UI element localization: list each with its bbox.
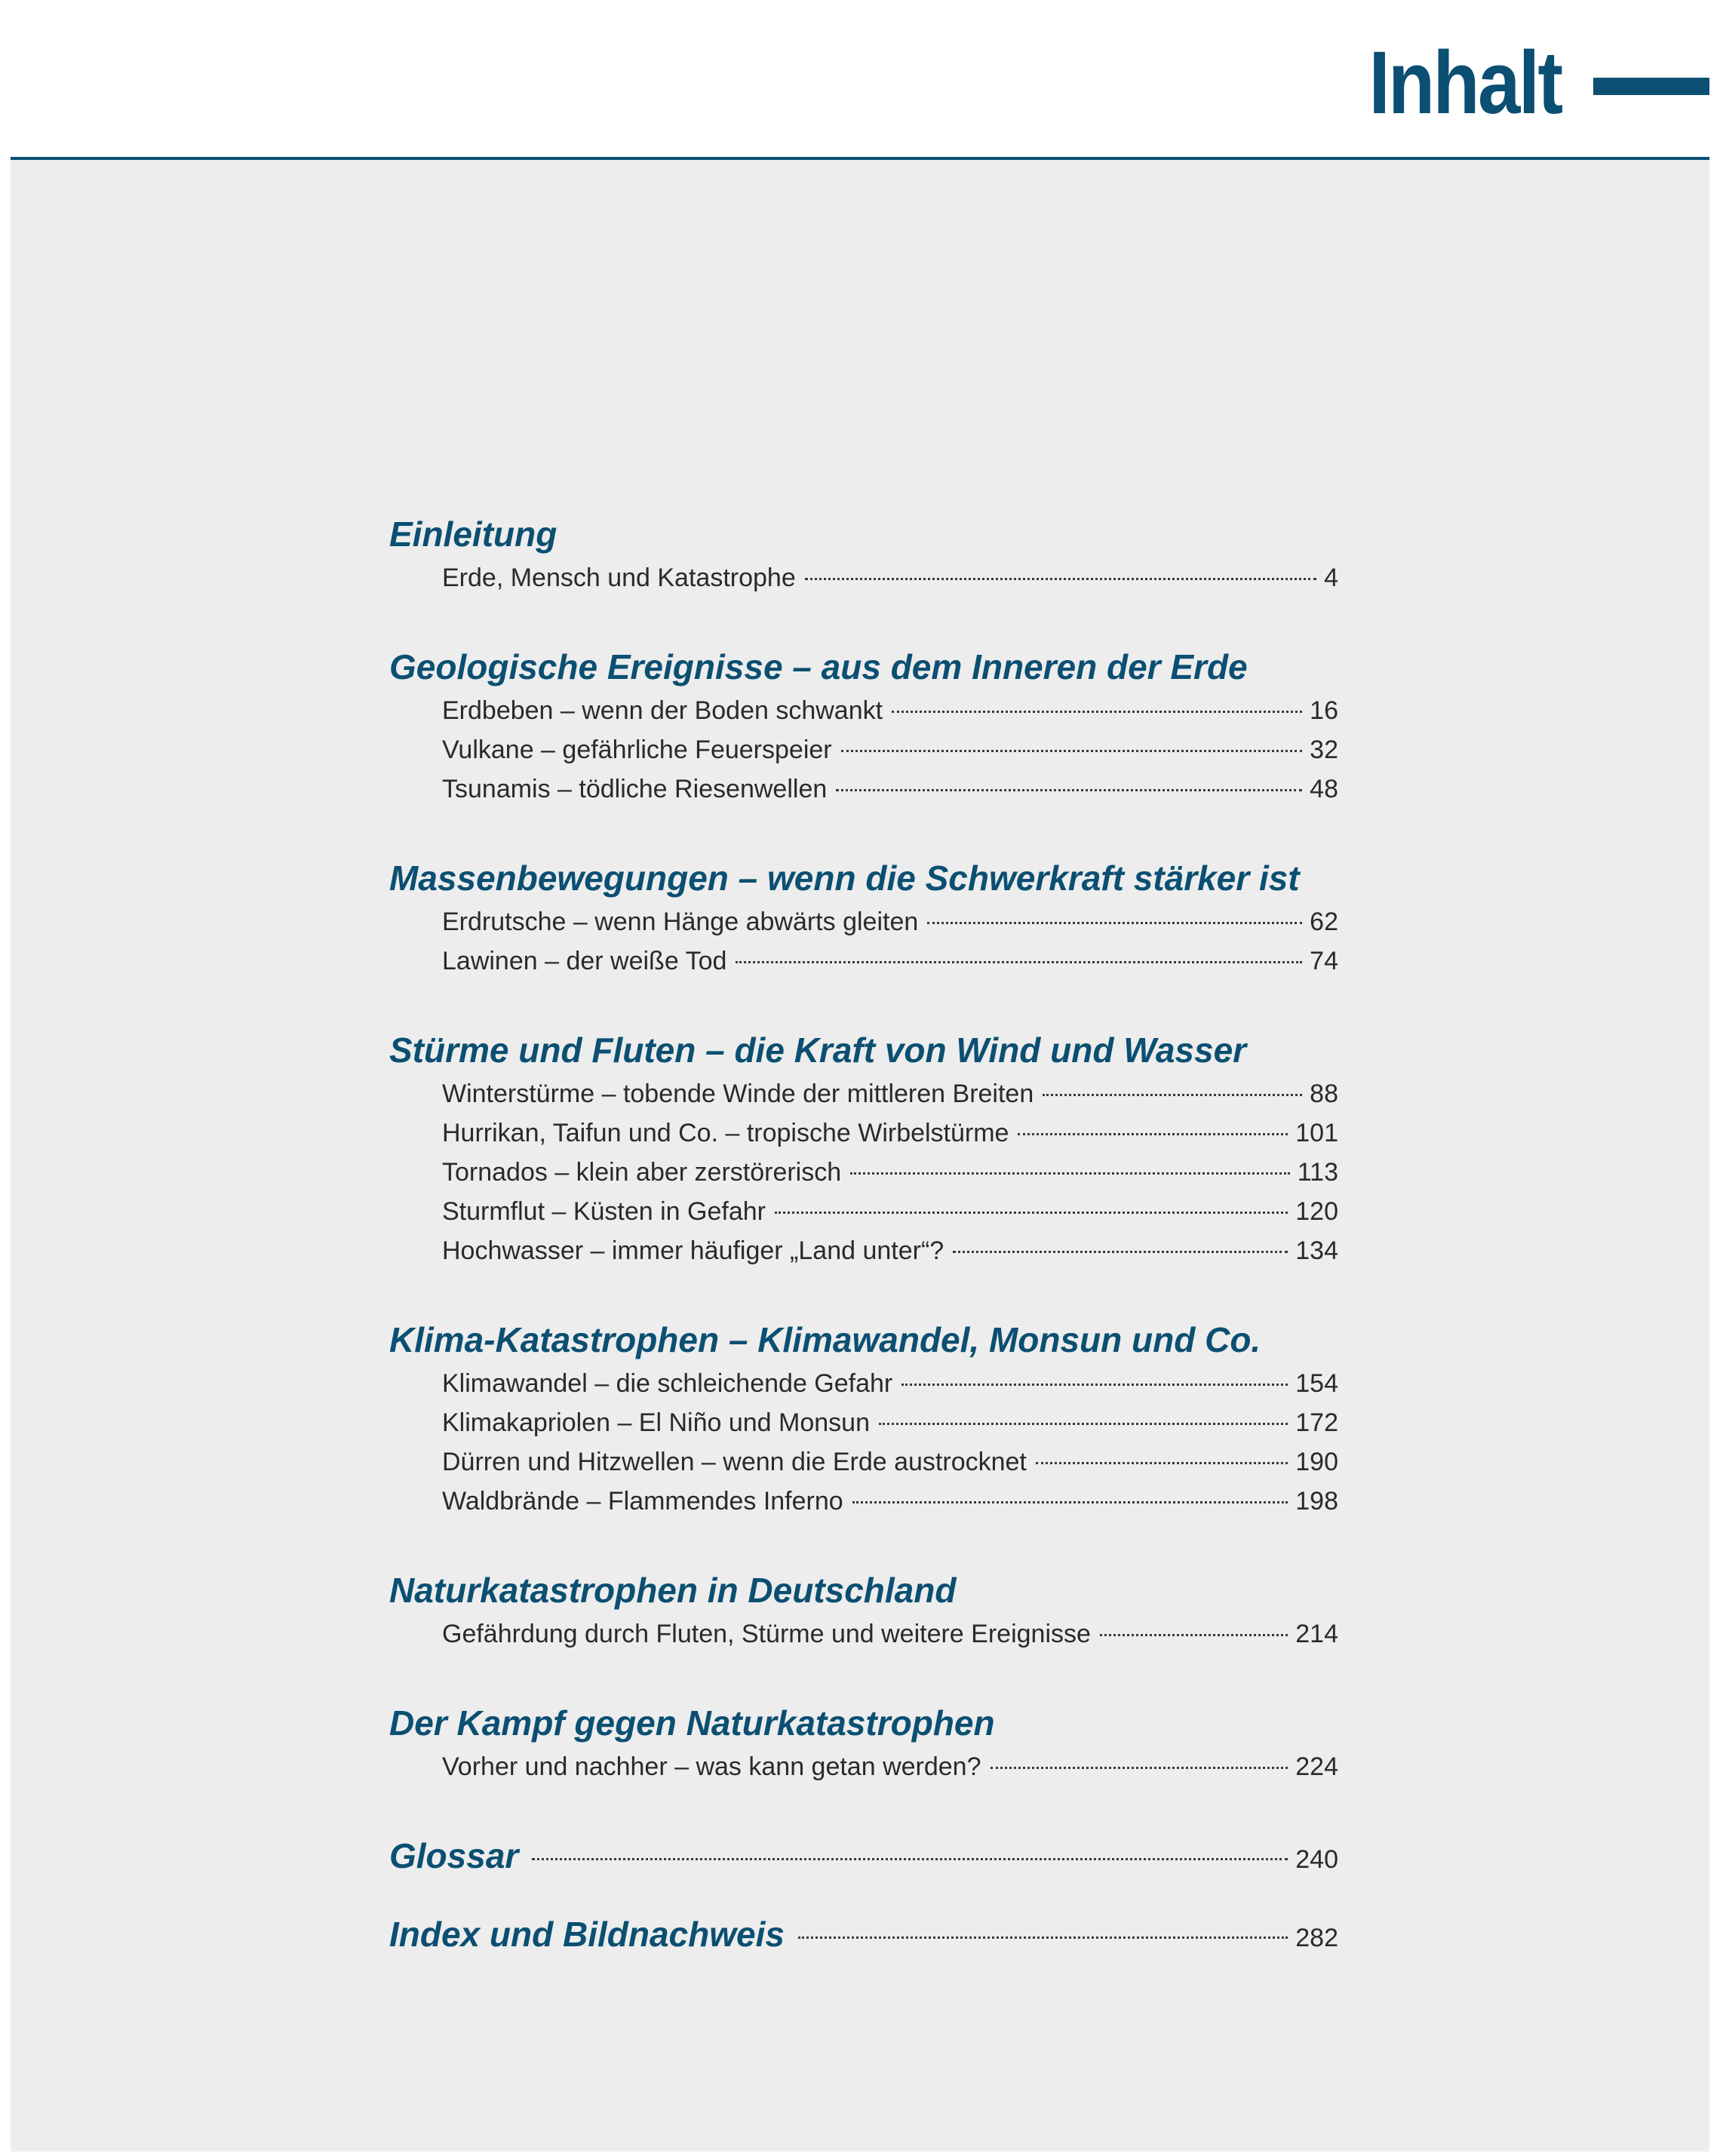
leader-dots [953,1251,1288,1253]
title-accent-bar [1593,78,1709,95]
toc-entry[interactable] [442,941,1338,981]
entry-label: Winterstürme – tobende Winde der mittleren Breiten [442,1080,1034,1108]
entry-label: Erde, Mensch und Katastrophe [442,564,796,592]
entry-label: Tornados – klein aber zerstörerisch [442,1158,842,1187]
toc-section [389,1026,1338,1270]
page-number: 214 [1295,1620,1338,1648]
leader-dots [1018,1133,1288,1135]
entry-label: Tsunamis – tödliche Riesenwellen [442,775,828,803]
entry-label: Dürren und Hitzwellen – wenn die Erde austrocknet [442,1448,1027,1476]
toc-entry[interactable] [442,1442,1338,1482]
page-number: 32 [1310,736,1338,764]
section-title[interactable]: Der Kampf gegen Naturkatastrophen [389,1703,995,1743]
toc-entry[interactable] [442,769,1338,809]
toc-entry[interactable] [442,1403,1338,1442]
leader-dots [836,789,1302,791]
leader-dots [852,1501,1288,1503]
section-title[interactable]: Stürme und Fluten – die Kraft von Wind und Wasser [389,1030,1247,1070]
section-title[interactable]: Einleitung [389,514,557,554]
page-number: 190 [1295,1448,1338,1476]
page-number: 282 [1295,1924,1338,1952]
page-number: 88 [1310,1080,1338,1108]
entry-label: Sturmflut – Küsten in Gefahr [442,1197,766,1226]
page-number: 16 [1310,696,1338,725]
page-number: 74 [1310,947,1338,975]
section-title: Glossar [389,1836,519,1875]
table-of-contents [389,510,1338,1958]
page-number: 62 [1310,908,1338,936]
leader-dots [798,1936,1288,1939]
leader-dots [879,1423,1288,1425]
section-title[interactable]: Geologische Ereignisse – aus dem Inneren der Erde [389,647,1248,686]
leader-dots [1043,1094,1302,1096]
page-number: 154 [1295,1369,1338,1398]
leader-dots [532,1858,1288,1860]
toc-entry[interactable] [442,1231,1338,1270]
page-number: 240 [1295,1845,1338,1874]
leader-dots [1100,1634,1288,1636]
leader-dots [850,1172,1290,1175]
page-number: 101 [1295,1119,1338,1147]
page-number: 172 [1295,1408,1338,1437]
toc-entry[interactable] [442,1364,1338,1403]
toc-entry[interactable] [442,730,1338,769]
page-title: Inhalt [1368,33,1562,133]
toc-section-entry-glossar[interactable] [389,1832,1338,1880]
page-number: 120 [1295,1197,1338,1226]
entry-label: Klimawandel – die schleichende Gefahr [442,1369,893,1398]
toc-section [389,1699,1338,1786]
toc-entry[interactable] [442,1074,1338,1113]
toc-entry[interactable] [442,1153,1338,1192]
entry-label: Gefährdung durch Fluten, Stürme und weitere Ereignisse [442,1620,1091,1648]
page-number: 113 [1297,1158,1338,1187]
leader-dots [1036,1462,1288,1464]
page-header [0,0,1720,158]
leader-dots [927,922,1302,924]
page-number: 4 [1324,564,1338,592]
entry-label: Hochwasser – immer häufiger „Land unter“? [442,1236,944,1265]
toc-entry[interactable] [442,691,1338,730]
section-title[interactable]: Naturkatastrophen in Deutschland [389,1571,957,1610]
toc-entry[interactable] [442,1614,1338,1654]
leader-dots [736,961,1302,963]
toc-section [389,1566,1338,1654]
toc-entry[interactable] [442,1192,1338,1231]
toc-entry[interactable] [442,1113,1338,1153]
leader-dots [775,1212,1288,1214]
entry-label: Erdbeben – wenn der Boden schwankt [442,696,883,725]
entry-label: Waldbrände – Flammendes Inferno [442,1487,843,1516]
leader-dots [991,1767,1288,1769]
toc-section [389,1316,1338,1521]
toc-section [389,510,1338,597]
page-number: 198 [1295,1487,1338,1516]
leader-dots [805,578,1316,580]
leader-dots [901,1384,1288,1386]
page-number: 48 [1310,775,1338,803]
entry-label: Lawinen – der weiße Tod [442,947,727,975]
entry-label: Erdrutsche – wenn Hänge abwärts gleiten [442,908,919,936]
leader-dots [841,750,1303,752]
toc-entry[interactable] [442,1747,1338,1786]
page-number: 134 [1295,1236,1338,1265]
section-title: Index und Bildnachweis [389,1915,785,1954]
entry-label: Hurrikan, Taifun und Co. – tropische Wirbelstürme [442,1119,1009,1147]
toc-section-entry-index[interactable] [389,1910,1338,1958]
leader-dots [892,711,1302,713]
page-number: 224 [1295,1752,1338,1781]
section-title[interactable]: Massenbewegungen – wenn die Schwerkraft stärker ist [389,858,1300,898]
entry-label: Vorher und nachher – was kann getan werden? [442,1752,981,1781]
toc-section [389,643,1338,809]
toc-entry[interactable] [442,558,1338,597]
entry-label: Klimakapriolen – El Niño und Monsun [442,1408,870,1437]
section-title[interactable]: Klima-Katastrophen – Klimawandel, Monsun und Co. [389,1320,1261,1359]
toc-entry[interactable] [442,902,1338,941]
toc-section [389,854,1338,981]
toc-entry[interactable] [442,1482,1338,1521]
entry-label: Vulkane – gefährliche Feuerspeier [442,736,832,764]
